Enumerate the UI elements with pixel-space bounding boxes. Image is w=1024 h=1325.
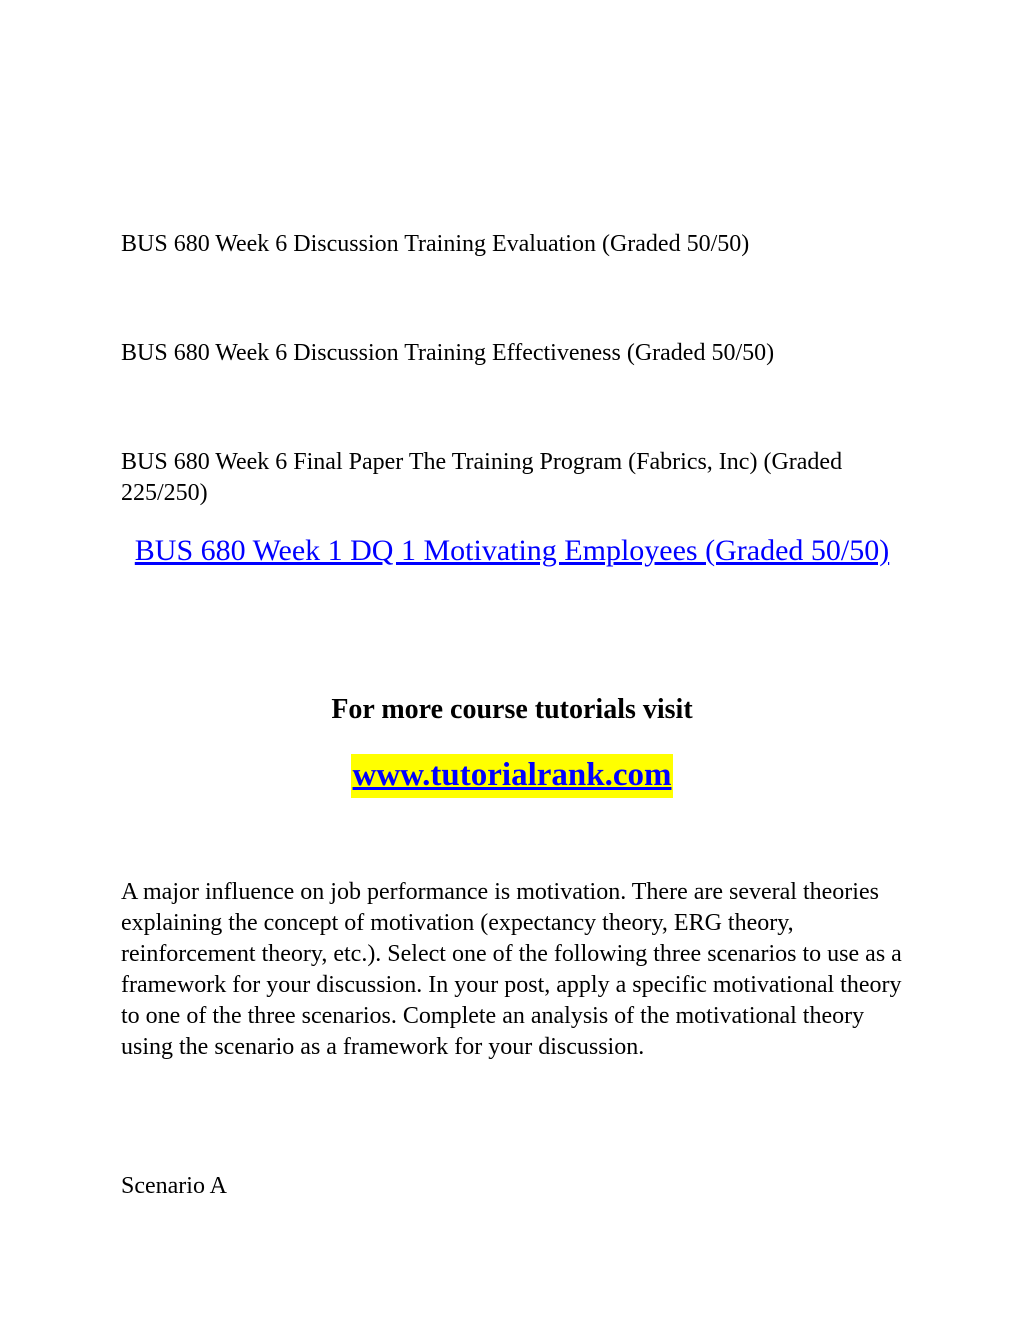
course-item-training-effectiveness: BUS 680 Week 6 Discussion Training Effectiveness (Graded 50/50) — [121, 340, 775, 366]
featured-course-heading — [121, 532, 903, 569]
featured-course-link[interactable]: BUS 680 Week 1 DQ 1 Motivating Employees (Graded 50/50) — [134, 534, 890, 567]
course-item-final-paper: BUS 680 Week 6 Final Paper The Training Program (Fabrics, Inc) (Graded 225/250) — [121, 449, 843, 506]
course-item-training-evaluation: BUS 680 Week 6 Discussion Training Evaluation (Graded 50/50) — [121, 231, 750, 257]
more-tutorials-text: For more course tutorials visit — [331, 694, 693, 725]
section-label-scenario-a: Scenario A — [121, 1173, 227, 1199]
website-link-container — [0, 754, 1024, 798]
website-link[interactable]: www.tutorialrank.com — [351, 754, 674, 798]
body-paragraph: A major influence on job performance is motivation. There are several theories explaining the concept of motivation (expectancy theory, ERG theory, reinforcement theory, etc.). Select one of the following three scenarios to use as a framework for your discussion. In your post, apply a specific motivational theory to one of the three scenarios. Complete an analysis of the motivational theory using the scenario as a framework for your discussion. — [121, 879, 902, 1060]
